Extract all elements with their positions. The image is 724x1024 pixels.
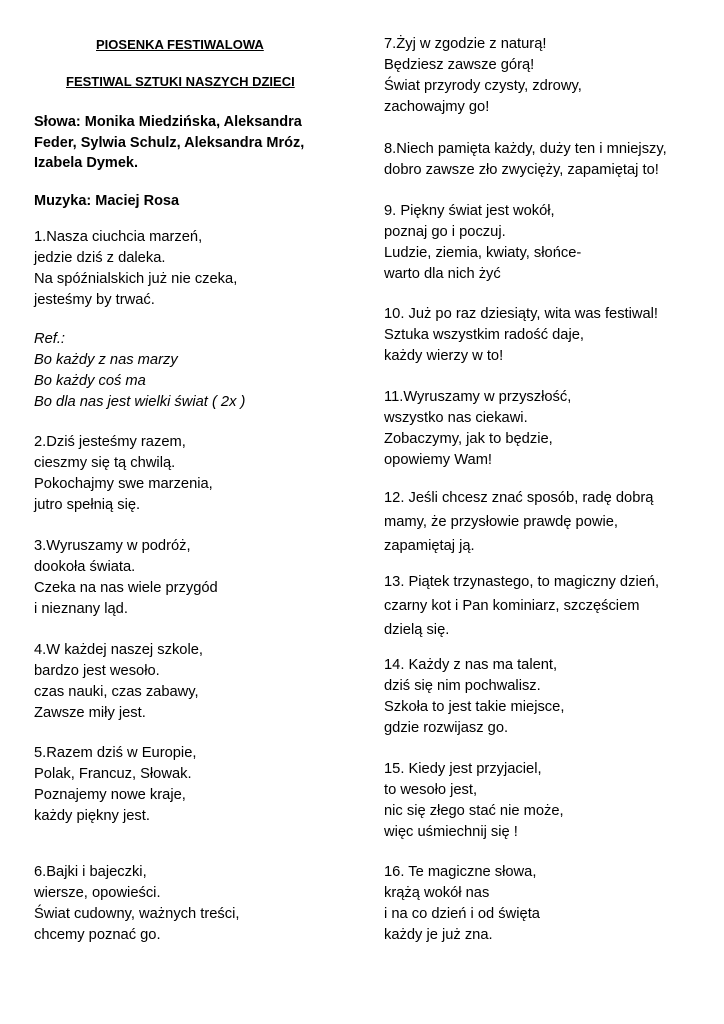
stanza-line: opowiemy Wam! <box>384 452 493 468</box>
stanza-line: każdy je już zna. <box>384 927 493 943</box>
refrain <box>34 329 245 413</box>
stanza-line: nic się złego stać nie może, <box>384 803 564 819</box>
stanza-line: 1.Nasza ciuchcia marzeń, <box>34 229 203 245</box>
stanza-line: cieszmy się tą chwilą. <box>34 455 176 471</box>
stanza-line: 13. Piątek trzynastego, to magiczny dzień, <box>384 574 660 590</box>
stanza-13 <box>384 570 659 642</box>
stanza-line: czas nauki, czas zabawy, <box>34 684 199 700</box>
stanza-line: 8.Niech pamięta każdy, duży ten i mniejszy, <box>384 141 667 157</box>
stanza-3 <box>34 536 218 620</box>
stanza-line: każdy wierzy w to! <box>384 348 504 364</box>
stanza-14 <box>384 655 564 739</box>
stanza-line: 11.Wyruszamy w przyszłość, <box>384 389 572 405</box>
stanza-line: Sztuka wszystkim radość daje, <box>384 327 584 343</box>
stanza-line: dziś się nim pochwalisz. <box>384 678 541 694</box>
stanza-line: wszystko nas ciekawi. <box>384 410 528 426</box>
stanza-12 <box>384 486 653 558</box>
stanza-9 <box>384 201 581 285</box>
stanza-line: 15. Kiedy jest przyjaciel, <box>384 761 542 777</box>
stanza-line: zachowajmy go! <box>384 99 490 115</box>
refrain-line: Bo każdy z nas marzy <box>34 352 178 368</box>
festival-title: FESTIWAL SZTUKI NASZYCH DZIECI <box>66 74 295 89</box>
stanza-line: Polak, Francuz, Słowak. <box>34 766 192 782</box>
stanza-line: Poznajemy nowe kraje, <box>34 787 186 803</box>
stanza-line: krążą wokół nas <box>384 885 490 901</box>
stanza-line: i nieznany ląd. <box>34 601 128 617</box>
stanza-line: 7.Żyj w zgodzie z naturą! <box>384 36 547 52</box>
stanza-line: 5.Razem dziś w Europie, <box>34 745 197 761</box>
stanza-11 <box>384 387 571 471</box>
stanza-line: 16. Te magiczne słowa, <box>384 864 537 880</box>
stanza-6 <box>34 862 239 946</box>
stanza-line: jutro spełnią się. <box>34 497 141 513</box>
stanza-line: Zawsze miły jest. <box>34 705 146 721</box>
stanza-line: Ludzie, ziemia, kwiaty, słońce- <box>384 245 582 261</box>
stanza-line: bardzo jest wesoło. <box>34 663 160 679</box>
refrain-line: Bo dla nas jest wielki świat ( 2x ) <box>34 394 246 410</box>
stanza-line: chcemy poznać go. <box>34 927 161 943</box>
stanza-line: Pokochajmy swe marzenia, <box>34 476 213 492</box>
stanza-line: jedzie dziś z daleka. <box>34 250 166 266</box>
stanza-16 <box>384 862 540 946</box>
stanza-line: 3.Wyruszamy w podróż, <box>34 538 191 554</box>
stanza-15 <box>384 759 564 843</box>
stanza-line: każdy piękny jest. <box>34 808 150 824</box>
stanza-line: Świat przyrody czysty, zdrowy, <box>384 78 582 94</box>
stanza-5 <box>34 743 196 827</box>
stanza-line: 14. Każdy z nas ma talent, <box>384 657 558 673</box>
music-author: Muzyka: Maciej Rosa <box>34 193 180 209</box>
stanza-line: wiersze, opowieści. <box>34 885 161 901</box>
stanza-line: zapamiętaj ją. <box>384 538 475 554</box>
stanza-line: Zobaczymy, jak to będzie, <box>384 431 553 447</box>
stanza-line: dookoła świata. <box>34 559 136 575</box>
stanza-line: dzielą się. <box>384 622 450 638</box>
stanza-7 <box>384 34 582 118</box>
refrain-line: Bo każdy coś ma <box>34 373 146 389</box>
stanza-line: to wesoło jest, <box>384 782 478 798</box>
stanza-line: Świat cudowny, ważnych treści, <box>34 906 240 922</box>
stanza-8 <box>384 139 667 181</box>
stanza-line: warto dla nich żyć <box>384 266 501 282</box>
stanza-line: mamy, że przysłowie prawdę powie, <box>384 514 618 530</box>
stanza-10 <box>384 304 658 367</box>
stanza-line: Czeka na nas wiele przygód <box>34 580 218 596</box>
stanza-4 <box>34 640 203 724</box>
stanza-line: poznaj go i poczuj. <box>384 224 506 240</box>
refrain-label: Ref.: <box>34 331 66 347</box>
stanza-line: 4.W każdej naszej szkole, <box>34 642 203 658</box>
stanza-line: czarny kot i Pan kominiarz, szczęściem <box>384 598 640 614</box>
stanza-line: 2.Dziś jesteśmy razem, <box>34 434 186 450</box>
stanza-line: więc uśmiechnij się ! <box>384 824 518 840</box>
stanza-line: 6.Bajki i bajeczki, <box>34 864 147 880</box>
stanza-line: dobro zawsze zło zwycięży, zapamiętaj to! <box>384 162 659 178</box>
stanza-line: Będziesz zawsze górą! <box>384 57 535 73</box>
stanza-1 <box>34 227 237 311</box>
stanza-line: jesteśmy by trwać. <box>34 292 155 308</box>
song-title: PIOSENKA FESTIWALOWA <box>96 37 264 52</box>
lyrics-authors: Słowa: Monika Miedzińska, Aleksandra Feder, Sylwia Schulz, Aleksandra Mróz, Izabela Dymek. <box>34 114 305 171</box>
stanza-line: Szkoła to jest takie miejsce, <box>384 699 565 715</box>
stanza-line: gdzie rozwijasz go. <box>384 720 509 736</box>
stanza-2 <box>34 432 213 516</box>
stanza-line: Na spóźnialskich już nie czeka, <box>34 271 238 287</box>
stanza-line: i na co dzień i od święta <box>384 906 540 922</box>
stanza-line: 9. Piękny świat jest wokół, <box>384 203 555 219</box>
stanza-line: 10. Już po raz dziesiąty, wita was festiwal! <box>384 306 659 322</box>
stanza-line: 12. Jeśli chcesz znać sposób, radę dobrą <box>384 490 654 506</box>
